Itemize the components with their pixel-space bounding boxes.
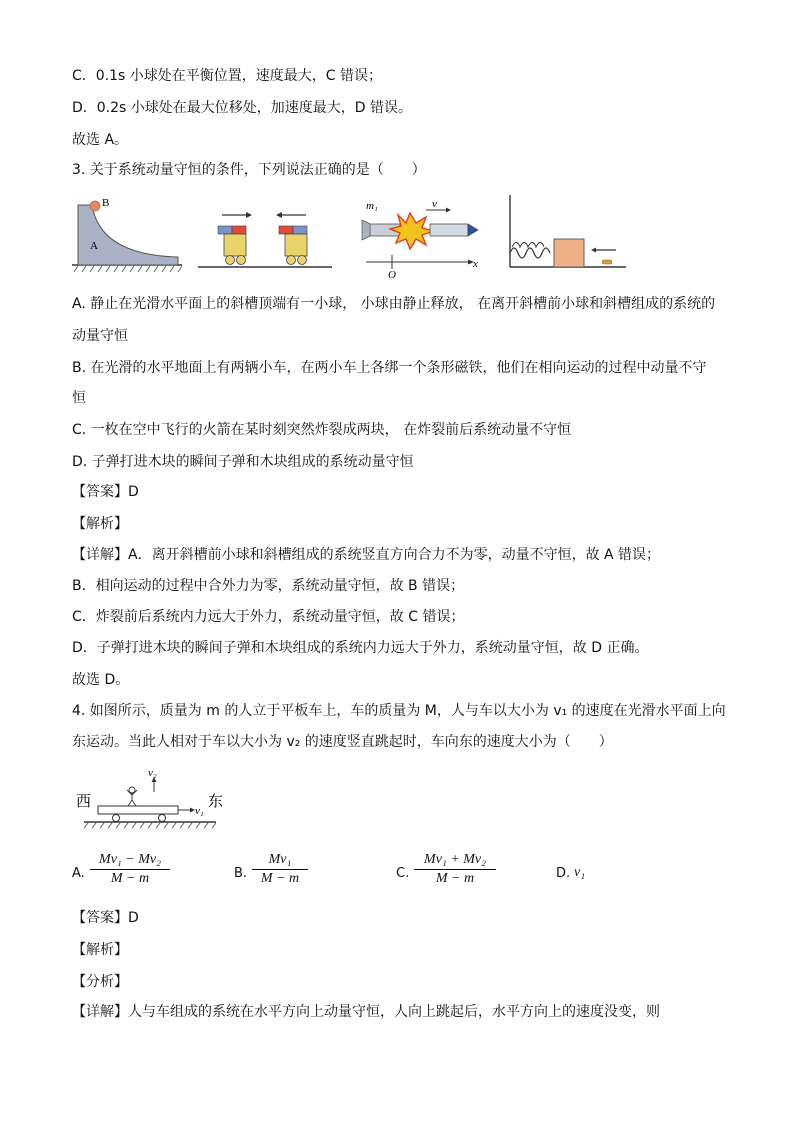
answer-label: 【答案】D [72,910,139,926]
svg-text:m₁: m₁ [366,200,378,212]
option-C-letter: C. [396,866,410,881]
answer-label: 【答案】D [72,484,139,500]
svg-text:v₁: v₁ [195,805,204,817]
option-C: C. 一枚在空中飞行的火箭在某时刻突然炸裂成两块， 在炸裂前后系统动量不守恒 [72,422,572,438]
slope-figure [72,197,182,272]
analysis-label: 【解析】 [72,942,128,958]
question-3-stem: 3. 关于系统动量守恒的条件，下列说法正确的是（ ） [72,162,426,178]
text-line: 【详解】A．离开斜槽前小球和斜槽组成的系统竖直方向合力不为零，动量不守恒，故 A 错误； [72,547,661,563]
text-line: 故选 D。 [72,672,130,688]
text-line: B．相向运动的过程中合外力为零，系统动量守恒，故 B 错误； [72,578,465,594]
question-4-stem: 4. 如图所示，质量为 m 的人立于平板车上，车的质量为 M，人与车以大小为 v₁ 的速度在光滑水平面上向 [72,703,726,719]
text-line: 故选 A。 [72,132,129,148]
svg-text:B: B [102,197,110,209]
text-line: D．0.2s 小球处在最大位移处，加速度最大，D 错误。 [72,100,413,116]
svg-text:A: A [90,240,98,252]
text-line: 恒 [72,390,86,406]
svg-text:v: v [432,198,437,210]
spring-block-figure [508,195,628,275]
option-A-letter: A. [72,866,85,881]
option-B: B. 在光滑的水平地面上有两辆小车，在两小车上各绑一个条形磁铁，他们在相向运动的过程中动量不守 [72,360,707,376]
carts-figure [198,212,332,267]
option-D-letter: D. [556,866,571,881]
svg-text:O: O [388,269,396,278]
rocket-figure [362,198,478,278]
option-A: A. 静止在光滑水平面上的斜槽顶端有一小球， 小球由静止释放， 在离开斜槽前小球和斜槽组成的系统的 [72,296,716,312]
text-line: 动量守恒 [72,328,128,344]
text-line: D．子弹打进木块的瞬间子弹和木块组成的系统内力远大于外力，系统动量守恒，故 D 正确。 [72,640,649,656]
question-3-figures [70,193,490,278]
analysis-label: 【解析】 [72,516,128,532]
text-line: 东运动。当此人相对于车以大小为 v₂ 的速度竖直跳起时，车向东的速度大小为（ ） [72,734,613,750]
svg-text:西: 西 [76,792,92,810]
option-C-formula: $\frac{\text{Mv₁ + Mv₂}}{M - m}$ [414,852,496,887]
svg-text:东: 东 [208,792,224,810]
option-A-formula: $\frac{\text{Mv₁ − Mv₂}}{M - m}$ [90,852,170,887]
option-D: D. 子弹打进木块的瞬间子弹和木块组成的系统动量守恒 [72,454,414,470]
svg-text:x: x [473,258,478,270]
text-line: 【详解】人与车组成的系统在水平方向上动量守恒，人向上跳起后，水平方向上的速度没变，则 [72,1004,660,1020]
option-D-value: v₁ [574,865,586,880]
text-line: C．0.1s 小球处在平衡位置，速度最大，C 错误； [72,68,383,84]
cart-person-figure [74,766,244,830]
svg-text:v₂: v₂ [148,767,157,779]
analysis-subheading: 【分析】 [72,974,128,990]
text-line: C．炸裂前后系统内力远大于外力，系统动量守恒，故 C 错误； [72,609,465,625]
option-B-formula: $\frac{\text{Mv₁}}{M - m}$ [252,852,308,887]
option-B-letter: B. [234,866,248,881]
